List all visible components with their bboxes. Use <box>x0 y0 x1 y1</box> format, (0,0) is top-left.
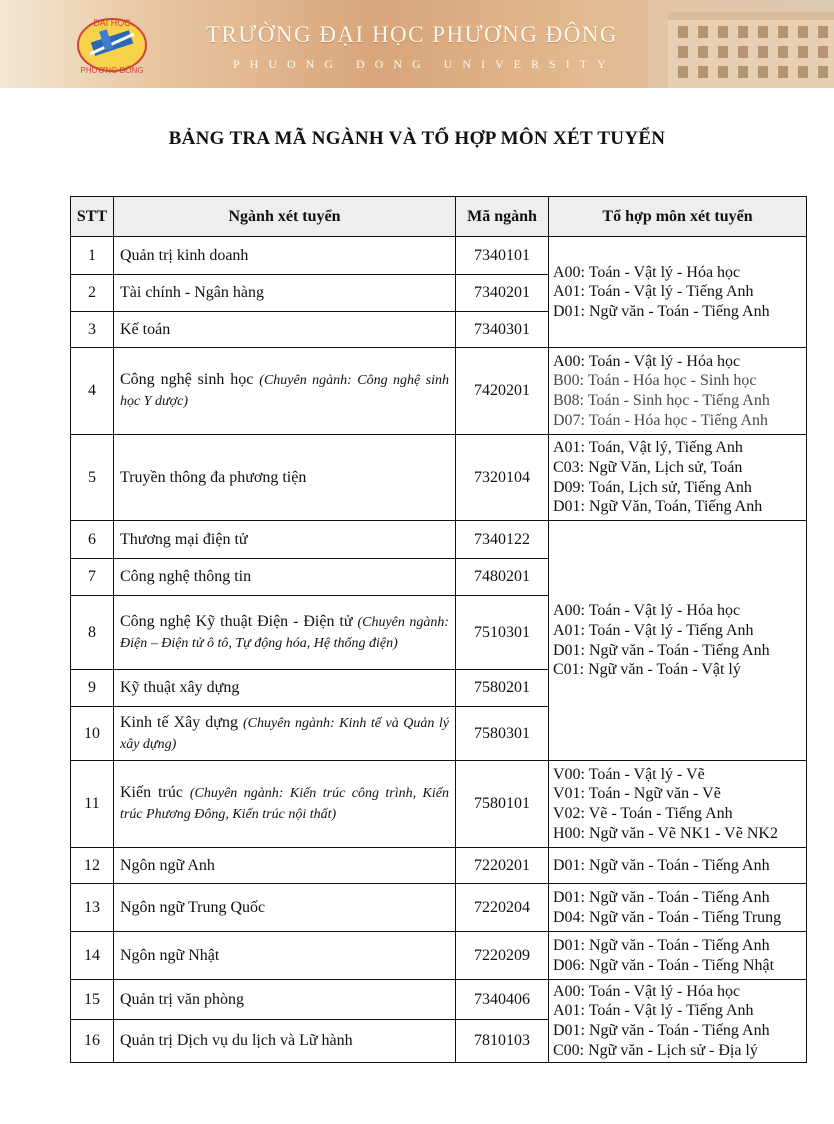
combo-group: A00: Toán - Vật lý - Hóa học A01: Toán - Vật lý - Tiếng Anh D01: Ngữ văn - Toán - Tiếng Anh C01: Ngữ văn - Toán - Vật lý <box>549 521 807 761</box>
header-stt: STT <box>71 197 114 237</box>
combo-group: A01: Toán, Vật lý, Tiếng Anh C03: Ngữ Văn, Lịch sử, Toán D09: Toán, Lịch sử, Tiếng Anh D01: Ngữ Văn, Toán, Tiếng Anh <box>549 435 807 521</box>
combo-group: A00: Toán - Vật lý - Hóa học A01: Toán - Vật lý - Tiếng Anh D01: Ngữ văn - Toán - Tiếng Anh <box>549 237 807 348</box>
admission-table <box>70 196 807 1063</box>
row-code: 7420201 <box>456 348 549 435</box>
row-code: 7480201 <box>456 559 549 596</box>
row-stt: 15 <box>71 980 114 1020</box>
table-row <box>71 848 807 884</box>
table-row <box>71 435 807 521</box>
row-stt: 6 <box>71 521 114 559</box>
table-row <box>71 761 807 848</box>
row-major: Kế toán <box>114 312 456 348</box>
combo-group: D01: Ngữ văn - Toán - Tiếng Anh D06: Ngữ văn - Toán - Tiếng Nhật <box>549 932 807 980</box>
row-stt: 11 <box>71 761 114 848</box>
row-code: 7580101 <box>456 761 549 848</box>
row-major: Công nghệ thông tin <box>114 559 456 596</box>
combo-group: A00: Toán - Vật lý - Hóa học A01: Toán - Vật lý - Tiếng Anh D01: Ngữ văn - Toán - Tiếng Anh C00: Ngữ văn - Lịch sử - Địa lý <box>549 980 807 1063</box>
row-major: Quản trị Dịch vụ du lịch và Lữ hành <box>114 1020 456 1063</box>
university-name: TRƯỜNG ĐẠI HỌC PHƯƠNG ĐÔNG <box>206 22 619 47</box>
header-code: Mã ngành <box>456 197 549 237</box>
row-code: 7320104 <box>456 435 549 521</box>
combo-group: A00: Toán - Vật lý - Hóa học B00: Toán - Hóa học - Sinh học B08: Toán - Sinh học - Tiếng Anh D07: Toán - Hóa học - Tiếng Anh <box>549 348 807 435</box>
row-stt: 4 <box>71 348 114 435</box>
row-major: Ngôn ngữ Trung Quốc <box>114 884 456 932</box>
combo-group: D01: Ngữ văn - Toán - Tiếng Anh D04: Ngữ văn - Toán - Tiếng Trung <box>549 884 807 932</box>
table-row <box>71 884 807 932</box>
row-major: Ngôn ngữ Anh <box>114 848 456 884</box>
table-row <box>71 237 807 275</box>
row-code: 7340101 <box>456 237 549 275</box>
campus-building-image <box>648 0 834 88</box>
row-major: Quản trị văn phòng <box>114 980 456 1020</box>
table-row <box>71 980 807 1020</box>
svg-text:ĐẠI HỌC: ĐẠI HỌC <box>93 18 131 28</box>
row-stt: 9 <box>71 670 114 707</box>
row-major: Quản trị kinh doanh <box>114 237 456 275</box>
row-stt: 3 <box>71 312 114 348</box>
row-code: 7340406 <box>456 980 549 1020</box>
row-code: 7340122 <box>456 521 549 559</box>
row-code: 7220201 <box>456 848 549 884</box>
row-stt: 1 <box>71 237 114 275</box>
table-row <box>71 348 807 435</box>
specialization-note: (Chuyên ngành: Điện – Điện tử ô tô, Tự động hóa, Hệ thống điện) <box>120 614 449 651</box>
specialization-note: (Chuyên ngành: Kiến trúc công trình, Kiến trúc Phương Đông, Kiến trúc nội thất) <box>120 786 450 822</box>
row-major: Công nghệ Kỹ thuật Điện - Điện tử (Chuyên ngành: Điện – Điện tử ô tô, Tự động hóa, Hệ thống điện) <box>114 596 456 670</box>
row-stt: 14 <box>71 932 114 980</box>
row-stt: 13 <box>71 884 114 932</box>
row-major: Công nghệ sinh học (Chuyên ngành: Công nghệ sinh học Y dược) <box>114 348 456 435</box>
row-code: 7510301 <box>456 596 549 670</box>
row-major: Ngôn ngữ Nhật <box>114 932 456 980</box>
combo-group: D01: Ngữ văn - Toán - Tiếng Anh <box>549 848 807 884</box>
table-header-row <box>71 197 807 237</box>
row-code: 7220209 <box>456 932 549 980</box>
row-major: Tài chính - Ngân hàng <box>114 275 456 312</box>
row-stt: 8 <box>71 596 114 670</box>
table-row <box>71 932 807 980</box>
row-major: Thương mại điện tử <box>114 521 456 559</box>
row-code: 7340301 <box>456 312 549 348</box>
combo-group: V00: Toán - Vật lý - Vẽ V01: Toán - Ngữ văn - Vẽ V02: Vẽ - Toán - Tiếng Anh H00: Ngữ văn - Vẽ NK1 - Vẽ NK2 <box>549 761 807 848</box>
header-banner <box>0 0 834 88</box>
row-code: 7810103 <box>456 1020 549 1063</box>
row-stt: 7 <box>71 559 114 596</box>
row-code: 7220204 <box>456 884 549 932</box>
university-name-english: PHUONG DONG UNIVERSITY <box>233 57 616 71</box>
row-major: Kỹ thuật xây dựng <box>114 670 456 707</box>
row-stt: 5 <box>71 435 114 521</box>
row-stt: 2 <box>71 275 114 312</box>
header-major: Ngành xét tuyển <box>114 197 456 237</box>
row-stt: 10 <box>71 707 114 761</box>
svg-text:PHƯƠNG ĐÔNG: PHƯƠNG ĐÔNG <box>80 66 144 75</box>
row-major: Kinh tế Xây dựng (Chuyên ngành: Kinh tế và Quản lý xây dựng) <box>114 707 456 761</box>
row-stt: 12 <box>71 848 114 884</box>
row-major: Truyền thông đa phương tiện <box>114 435 456 521</box>
university-logo <box>72 12 152 78</box>
header-combos: Tổ hợp môn xét tuyển <box>549 197 807 237</box>
row-code: 7580201 <box>456 670 549 707</box>
specialization-note: (Chuyên ngành: Kinh tế và Quản lý xây dựng) <box>120 715 449 752</box>
row-stt: 16 <box>71 1020 114 1063</box>
row-code: 7340201 <box>456 275 549 312</box>
page-title: BẢNG TRA MÃ NGÀNH VÀ TỔ HỢP MÔN XÉT TUYỂN <box>168 128 666 149</box>
specialization-note: (Chuyên ngành: Công nghệ sinh học Y dược) <box>120 373 449 409</box>
row-code: 7580301 <box>456 707 549 761</box>
table-row <box>71 521 807 559</box>
row-major: Kiến trúc (Chuyên ngành: Kiến trúc công trình, Kiến trúc Phương Đông, Kiến trúc nội thất) <box>114 761 456 848</box>
